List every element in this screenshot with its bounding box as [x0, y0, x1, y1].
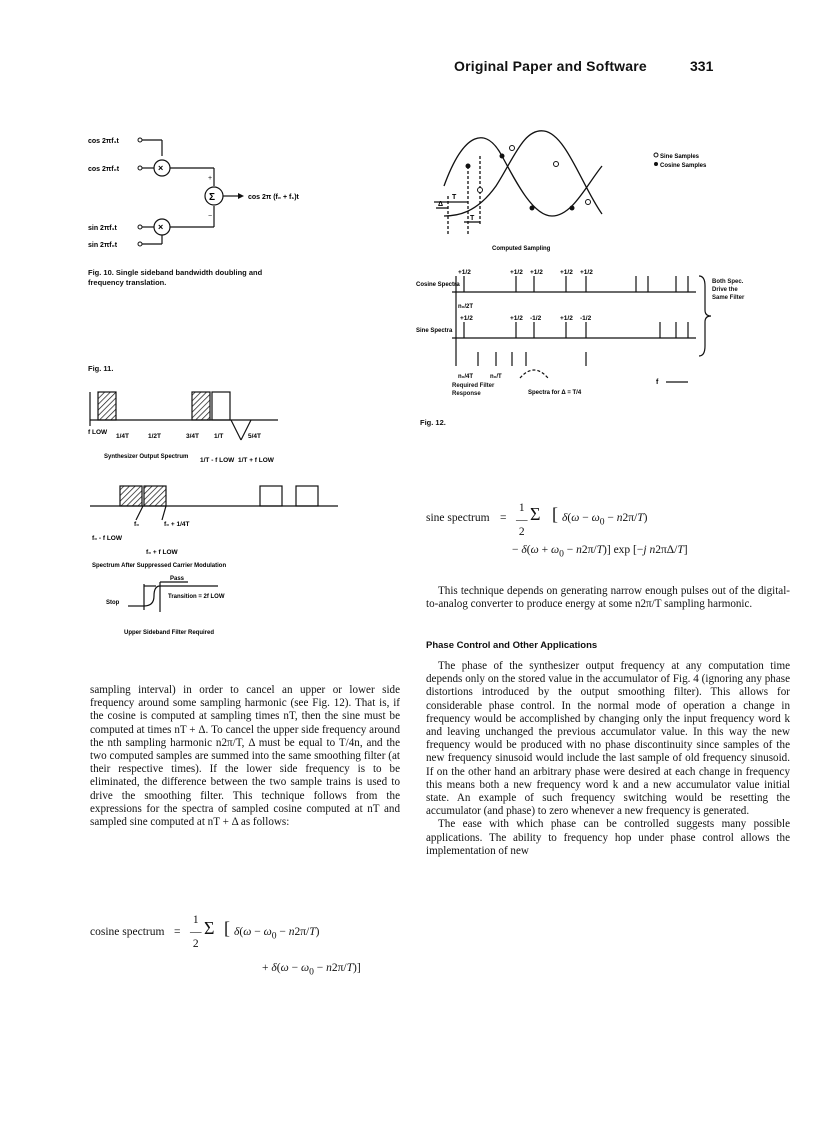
fig12-axis-n0-4t: n₀/4T — [458, 374, 474, 380]
fig12-cos-amp-1: +1/2 — [458, 269, 471, 276]
right-column-body — [426, 660, 790, 858]
fig11-sideband-upper: 1/T + f LOW — [238, 457, 274, 464]
fig12-wave-t1: T — [452, 194, 457, 201]
fig11-sideband-lower: 1/T - f LOW — [200, 457, 235, 464]
right-paragraph-1: The phase of the synthesizer output frequency at any computation time depends only on the stored value in the accumulator of Fig. 4 (ignoring any phase distortions introduced by the output smoothing filter). This allows for considerable phase control. In the normal mode of operation a change in frequency would be accomplished by changing only the input frequency word k and leaving unchanged the previous accumulator value. In this way the new frequency would be produced with no phase discontinuity since samples of the new frequency sinusoid would include the last sample of old frequency sinusoid. If on the other hand an arbitrary phase were desired at each change in frequency this means both a new frequency word k and a new accumulator value initial state. An example of such frequency switching would be resetting the accumulator (and phase) to zero whenever a new frequency is generated. — [426, 660, 790, 818]
fig12-cos-amp-2: +1/2 — [510, 269, 523, 276]
right-top-paragraph — [426, 585, 790, 611]
fig12-label: Fig. 12. — [420, 418, 446, 427]
fig10-input-3: sin 2πf₁t — [88, 225, 117, 232]
fig12-sin-amp-4: +1/2 — [560, 315, 573, 322]
svg-text:+: + — [208, 175, 213, 182]
fig12-row-cosine: Cosine Spectra — [416, 282, 460, 288]
right-paragraph-2: The ease with which phase can be controlled suggests many possible applications. The ability to frequency hop under phase control allows the implementation of new — [426, 818, 790, 857]
right-top-text: This technique depends on generating narrow enough pulses out of the digital-to-analog converter to produce energy at some n2π/T sampling harmonic. — [426, 585, 790, 611]
page-number: 331 — [690, 58, 714, 74]
fig12-sin-amp-1: +1/2 — [460, 315, 473, 322]
left-column-body — [90, 684, 400, 829]
fig10-input-4: sin 2πf₀t — [88, 242, 118, 249]
fig11-filter-caption: Upper Sideband Filter Required — [124, 630, 215, 636]
fig12-cos-amp-3: +1/2 — [530, 269, 543, 276]
fig12-axis-n0-t: n₀/T — [490, 374, 502, 380]
fig11-mid-lower: f₀ - f LOW — [92, 535, 123, 542]
summer-symbol: Σ — [209, 192, 216, 203]
running-header-title: Original Paper and Software — [454, 58, 647, 74]
cosine-spectrum-equation: cosine spectrum = 1 — 2 Σ [ $\delta(\omega - \omega_0 - n2\pi/T)$ + $\delta(\omega - \omega_0 - n2\pi/T)$] — [90, 914, 361, 978]
fig12-sin-amp-3: -1/2 — [530, 315, 542, 322]
fig10-input-2: cos 2πf₀t — [88, 166, 120, 173]
fig11-tick-4: 1/T — [214, 433, 224, 440]
fig11-mid-f0-plus: f₀ + 1/4T — [164, 521, 190, 528]
fig12-cos-amp-4: +1/2 — [560, 269, 573, 276]
fig11-mid-caption: Spectrum After Suppressed Carrier Modulation — [92, 563, 227, 569]
sine-spectrum-equation: sine spectrum = 1 — 2 Σ [ $\delta(\omega - \omega_0 - n2\pi/T)$ − $\delta(\omega + \omega_0 - n2\pi/T)$] exp [−j n2πΔ/T] — [426, 502, 688, 560]
fig12-right-note: Both Spec. Drive the Same Filter — [712, 279, 745, 301]
fig11-transition-label: Transition = 2f LOW — [168, 594, 225, 600]
fig11-tick-5: 5/4T — [248, 433, 262, 440]
fig12-legend-sine: Sine Samples — [660, 154, 700, 160]
fig11-tick-2: 1/2T — [148, 433, 162, 440]
fig11-tick-3: 3/4T — [186, 433, 200, 440]
svg-text:−: − — [208, 213, 213, 220]
multiplier-bottom-symbol: × — [158, 222, 164, 232]
fig12-row-sine: Sine Spectra — [416, 328, 453, 334]
fig10-output-label: cos 2π (f₀ + f₁)t — [248, 194, 299, 201]
fig12-cos-amp-5: +1/2 — [580, 269, 593, 276]
fig11-tick-1: 1/4T — [116, 433, 130, 440]
fig12-diagram — [416, 126, 746, 426]
fig11-stop-label: Stop — [106, 600, 120, 606]
sine-spectrum-lhs: sine spectrum — [426, 512, 490, 524]
fig12-wave-caption: Computed Sampling — [492, 246, 551, 252]
fig11-pass-label: Pass — [170, 576, 185, 582]
cosine-spectrum-lhs: cosine spectrum — [90, 926, 165, 938]
fig10-caption: Fig. 10. Single sideband bandwidth doubling and frequency translation. — [88, 268, 263, 287]
fig12-spectra-note: Spectra for Δ = T/4 — [528, 390, 582, 396]
fig10-input-1: cos 2πf₁t — [88, 138, 119, 145]
fig12-filter-note: Required Filter Response — [452, 383, 495, 397]
fig10-diagram — [88, 128, 368, 268]
fig11-top-caption: Synthesizer Output Spectrum — [104, 454, 189, 460]
fig12-sin-amp-5: -1/2 — [580, 315, 592, 322]
fig12-axis-f: f — [656, 379, 659, 386]
fig12-sin-amp-2: +1/2 — [510, 315, 523, 322]
multiplier-top-symbol: × — [158, 163, 164, 173]
fig11-tick-flow: f LOW — [88, 429, 108, 436]
fig12-legend-cosine: Cosine Samples — [660, 163, 707, 169]
fig12-wave-delta: Δ — [438, 201, 444, 208]
fig12-axis-n0-2t: n₀/2T — [458, 304, 474, 310]
section-heading: Phase Control and Other Applications — [426, 640, 598, 651]
left-paragraph: sampling interval) in order to cancel an upper or lower side frequency around some sampling harmonic (see Fig. 12). That is, if the cosine is computed at sampling times nT, then the sine must be computed at times nT + Δ. To cancel the upper side frequency around the nth sampling harmonic n2π/T, Δ must be equal to T/4n, and the two computed samples are summed into the same smoothing filter (at their respective times). If the lower side frequency is to be eliminated, the difference between the two sample trains is used to drive the smoothing filter. This technique follows from the expressions for the spectra of sampled cosine computed at nT and sampled sine computed at nT + Δ as follows: — [90, 684, 400, 829]
fig12-wave-t2: T — [470, 215, 475, 222]
fig11-mid-f0: f₀ — [134, 521, 140, 528]
fig11-mid-upper: f₀ + f LOW — [146, 549, 178, 556]
fig11-label: Fig. 11. — [88, 364, 114, 373]
fig11-diagram — [88, 380, 378, 638]
